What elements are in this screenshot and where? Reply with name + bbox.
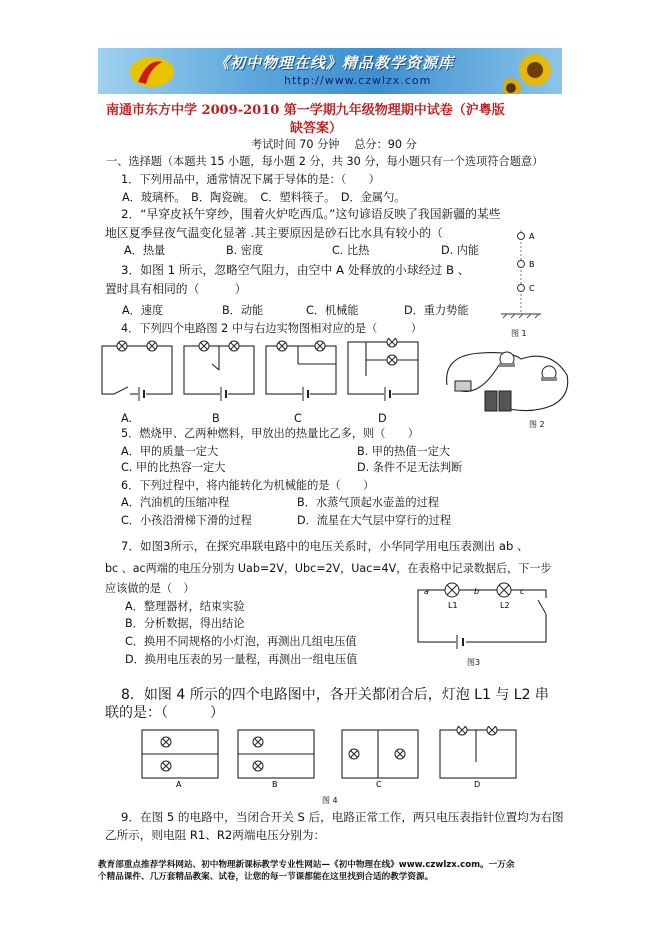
figure-1-point-c: C [529, 284, 535, 293]
question-4-label-a: A. [121, 412, 133, 425]
figure-3-point-c: c [520, 587, 525, 596]
question-7-option-d: D．换用电压表的另一量程，再测出一组电压值 [125, 653, 358, 666]
question-6-stem: 6．下列过程中，将内能转化为机械能的是（ ） [121, 479, 375, 492]
question-8-stem-line2: 联的是：（ ） [105, 705, 224, 721]
banner-url[interactable]: http://www.czwlzx.com [284, 74, 432, 87]
question-6-option-a: A．汽油机的压缩冲程 [121, 496, 230, 509]
question-5-option-c: C. 甲的比热容一定大 [121, 461, 226, 474]
question-2-stem-line1: 2．“早穿皮袄午穿纱，围着火炉吃西瓜。”这句谚语反映了我国新疆的某些 [121, 207, 501, 221]
figure-4-caption: 图 4 [322, 796, 338, 805]
question-6-option-c: C．小孩沿滑梯下滑的过程 [121, 514, 252, 527]
question-3-option-a: A．速度 [122, 304, 164, 317]
question-2-option-d: D. 内能 [441, 244, 480, 257]
question-2-option-a: A．热量 [124, 244, 166, 257]
question-4-stem: 4．下列四个电路图 2 中与右边实物图相对应的是（ ） [121, 322, 423, 335]
figure-4-label-b: B [272, 780, 278, 788]
question-6-option-d: D．流星在大气层中穿行的过程 [297, 514, 452, 527]
figure-2-circuit-options [100, 338, 430, 408]
question-6-option-b: B．水蒸气顶起水壶盖的过程 [297, 496, 439, 509]
figure-4-circuit-options [138, 726, 518, 788]
question-7-stem-line1: 7．如图3所示，在探究串联电路中的电压关系时，小华同学用电压表测出 ab 、 [121, 539, 529, 553]
question-7-option-c: C．换用不同规格的小灯泡，再测出几组电压值 [125, 635, 357, 648]
figure-1-point-a: A [529, 232, 535, 241]
question-5-option-b: B. 甲的热值一定大 [357, 445, 451, 458]
figure-2-caption: 图 2 [529, 420, 545, 429]
figure-1-caption: 图 1 [511, 329, 527, 338]
exam-info: 考试时间 70 分钟 总分：90 分 [251, 138, 417, 151]
question-3-option-d: D．重力势能 [404, 304, 469, 317]
site-logo [128, 54, 176, 90]
question-4-label-b: B [212, 412, 220, 425]
section-heading: 一、选择题（本题共 15 小题，每小题 2 分，共 30 分，每小题只有一个选项符合题意） [106, 155, 544, 168]
question-2-option-c: C. 比热 [332, 244, 370, 257]
figure-4-label-d: D [474, 780, 481, 788]
question-2-option-b: B. 密度 [226, 244, 264, 257]
question-7-option-a: A．整理器材，结束实验 [125, 600, 245, 613]
question-9-stem-line1: 9．在图 5 的电路中，当闭合开关 S 后，电路正常工作，两只电压表指针位置均为右图 [121, 810, 564, 824]
question-5-option-a: A．甲的质量一定大 [121, 445, 219, 458]
footer-line1: 教育部重点推荐学科网站、初中物理新课标教学专业性网站—《初中物理在线》www.czwlzx.com。一万余 [98, 860, 515, 870]
question-3-stem-line1: 3．如图 1 所示，忽略空气阻力，由空中 A 处释放的小球经过 B 、 [121, 263, 470, 277]
header-banner [98, 48, 562, 94]
question-1-options: A．玻璃杯。 B．陶瓷碗。 C．塑料筷子。 D．金属勺。 [122, 191, 406, 204]
figure-1-point-b: B [529, 260, 535, 269]
question-9-stem-line2: 乙所示，则电阻 R1、R2两端电压分别为： [105, 828, 326, 842]
figure-3-lamp-l2: L2 [500, 601, 510, 610]
question-2-stem-line2: 地区夏季昼夜气温变化显著 .其主要原因是砂石比水具有较小的（ [105, 226, 443, 240]
question-3-option-c: C．机械能 [306, 304, 359, 317]
question-3-stem-line2: 置时具有相同的（ ） [105, 282, 247, 296]
figure-3-caption: 图3 [467, 658, 481, 667]
figure-4-label-c: C [376, 780, 382, 788]
question-3-option-b: B．动能 [222, 304, 264, 317]
figure-2-physical-circuit [441, 345, 573, 417]
banner-title: 《初中物理在线》精品教学资源库 [214, 54, 455, 72]
sunflower-image [503, 48, 562, 94]
figure-3-point-a: a [424, 587, 429, 596]
question-8-stem-line1: 8．如图 4 所示的四个电路图中，各开关都闭合后，灯泡 L1 与 L2 串 [121, 687, 549, 703]
question-7-stem-line3: 应该做的是（ ） [105, 582, 195, 595]
paper-title-line2: 缺答案） [290, 121, 343, 136]
question-5-option-d: D. 条件不足无法判断 [357, 461, 463, 474]
question-4-label-d: D [378, 412, 387, 425]
figure-1-falling-ball [497, 226, 545, 322]
figure-3-lamp-l1: L1 [448, 601, 458, 610]
question-1-stem: 1．下列用品中，通常情况下属于导体的是：（ ） [121, 173, 380, 186]
figure-4-label-a: A [176, 780, 182, 788]
question-7-stem-line2: bc 、ac两端的电压分别为 Uab=2V，Ubc=2V，Uac=4V，在表格中记录数据后，下一步 [105, 562, 552, 575]
figure-3-series-circuit [410, 578, 555, 654]
question-7-option-b: B．分析数据，得出结论 [125, 617, 245, 630]
figure-3-point-b: b [474, 587, 480, 596]
question-5-stem: 5．燃烧甲、乙两种燃料，甲放出的热量比乙多，则（ ） [121, 427, 419, 440]
paper-title-line1: 南通市东方中学 2009-2010 第一学期九年级物理期中试卷（沪粤版 [106, 103, 505, 118]
footer-line2: 个精品课件、几万套精品教案、试卷，让您的每一节课都能在这里找到合适的教学资源。 [98, 872, 434, 882]
question-4-label-c: C [294, 412, 302, 425]
